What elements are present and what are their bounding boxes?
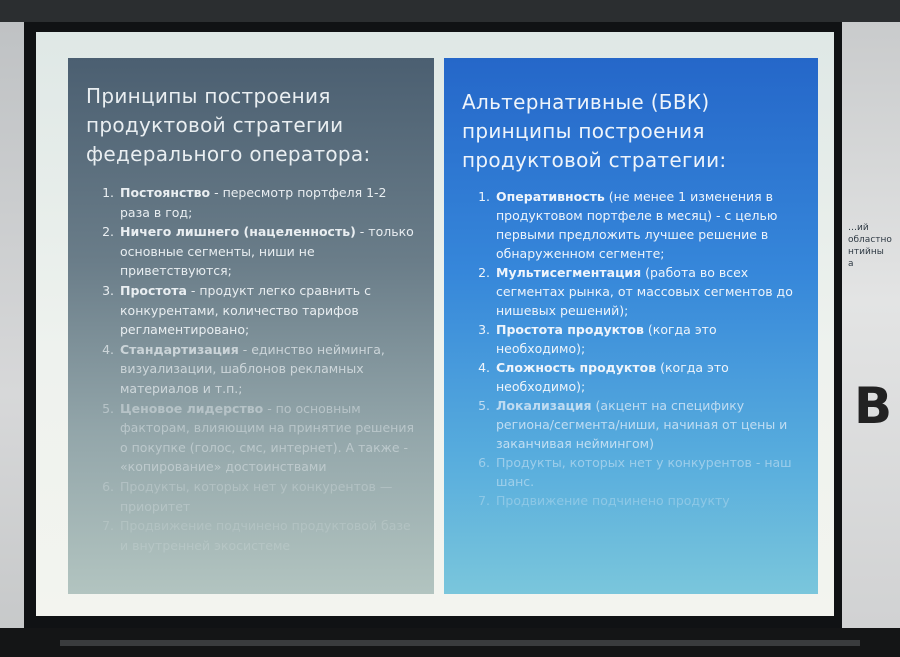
item-text: (когда это необходимо); — [496, 322, 717, 356]
left-list-item — [118, 399, 420, 477]
right-list-item — [494, 187, 804, 263]
right-list-item — [494, 396, 804, 453]
item-term: Простота — [120, 282, 187, 298]
right-list-item — [494, 453, 804, 491]
item-term: Локализация — [496, 398, 592, 413]
projected-slide — [36, 32, 834, 616]
item-term: Мультисегментация — [496, 265, 642, 280]
right-list-item — [494, 358, 804, 396]
left-panel-title: Принципы построения продуктовой стратегии федерального оператора: — [86, 84, 371, 166]
stage-edge — [60, 640, 860, 646]
item-text: Продвижение подчинено продуктовой базе и внутренней экосистеме — [120, 518, 411, 553]
item-term: Стандартизация — [120, 341, 239, 357]
item-text: - единство нейминга, визуализации, шаблонов рекламных материалов и т.п.; — [120, 341, 385, 396]
item-text: (работа во всех сегментах рынка, от массовых сегментов до нишевых решений); — [496, 265, 793, 318]
left-list-item — [118, 340, 420, 399]
right-list-item — [494, 320, 804, 358]
item-term: Сложность продуктов — [496, 360, 657, 375]
item-text: (не менее 1 изменения в продуктовом портфеле в месяц) - с целью первыми предложить лучшее решение в обнаруженном сегменте; — [496, 189, 778, 261]
item-text: - только основные сегменты, ниши не приветствуются; — [120, 224, 414, 279]
right-list-item — [494, 491, 804, 510]
left-list-item — [118, 222, 420, 281]
item-term: Постоянство — [120, 185, 211, 200]
right-panel-alternative-bvk — [444, 58, 818, 594]
right-principles-list — [462, 187, 804, 510]
item-text: - продукт легко сравнить с конкурентами, количество тарифов регламентировано; — [120, 282, 372, 338]
left-list-item — [118, 516, 420, 555]
item-term: Ничего лишнего (нацеленность) — [120, 224, 356, 240]
item-text: (акцент на специфику региона/сегмента/ниши, начиная от цены и заканчивая неймингом) — [496, 398, 788, 451]
left-list-item — [118, 183, 420, 222]
item-text: - пересмотр портфеля 1-2 раза в год; — [120, 185, 387, 220]
item-text: Продукты, которых нет у конкурентов — приоритет — [120, 478, 393, 514]
right-wall — [838, 22, 900, 642]
item-text: (когда это необходимо); — [496, 360, 729, 394]
left-principles-list — [86, 183, 420, 555]
left-list-item — [118, 281, 420, 340]
wall-letter: В — [854, 377, 893, 435]
left-list-item — [118, 477, 420, 516]
item-term: Простота продуктов — [496, 322, 644, 337]
item-text: - по основным факторам, влияющим на принятие решения о покупке (голос, смс, интернет). А также - «копирование» достоинствами — [120, 400, 414, 475]
item-term: Оперативность — [496, 189, 605, 204]
right-panel-title: Альтернативные (БВК) принципы построения продуктовой стратегии: — [462, 90, 727, 172]
item-text: Продвижение подчинено продукту — [496, 493, 730, 508]
left-panel-federal-operator — [68, 58, 434, 594]
ceiling — [0, 0, 900, 22]
wall-sign-text: …ий областно нтийны а — [848, 223, 892, 269]
item-text: Продукты, которых нет у конкурентов - наш шанс. — [496, 455, 792, 489]
item-term: Ценовое лидерство — [120, 400, 264, 416]
right-list-item — [494, 263, 804, 320]
